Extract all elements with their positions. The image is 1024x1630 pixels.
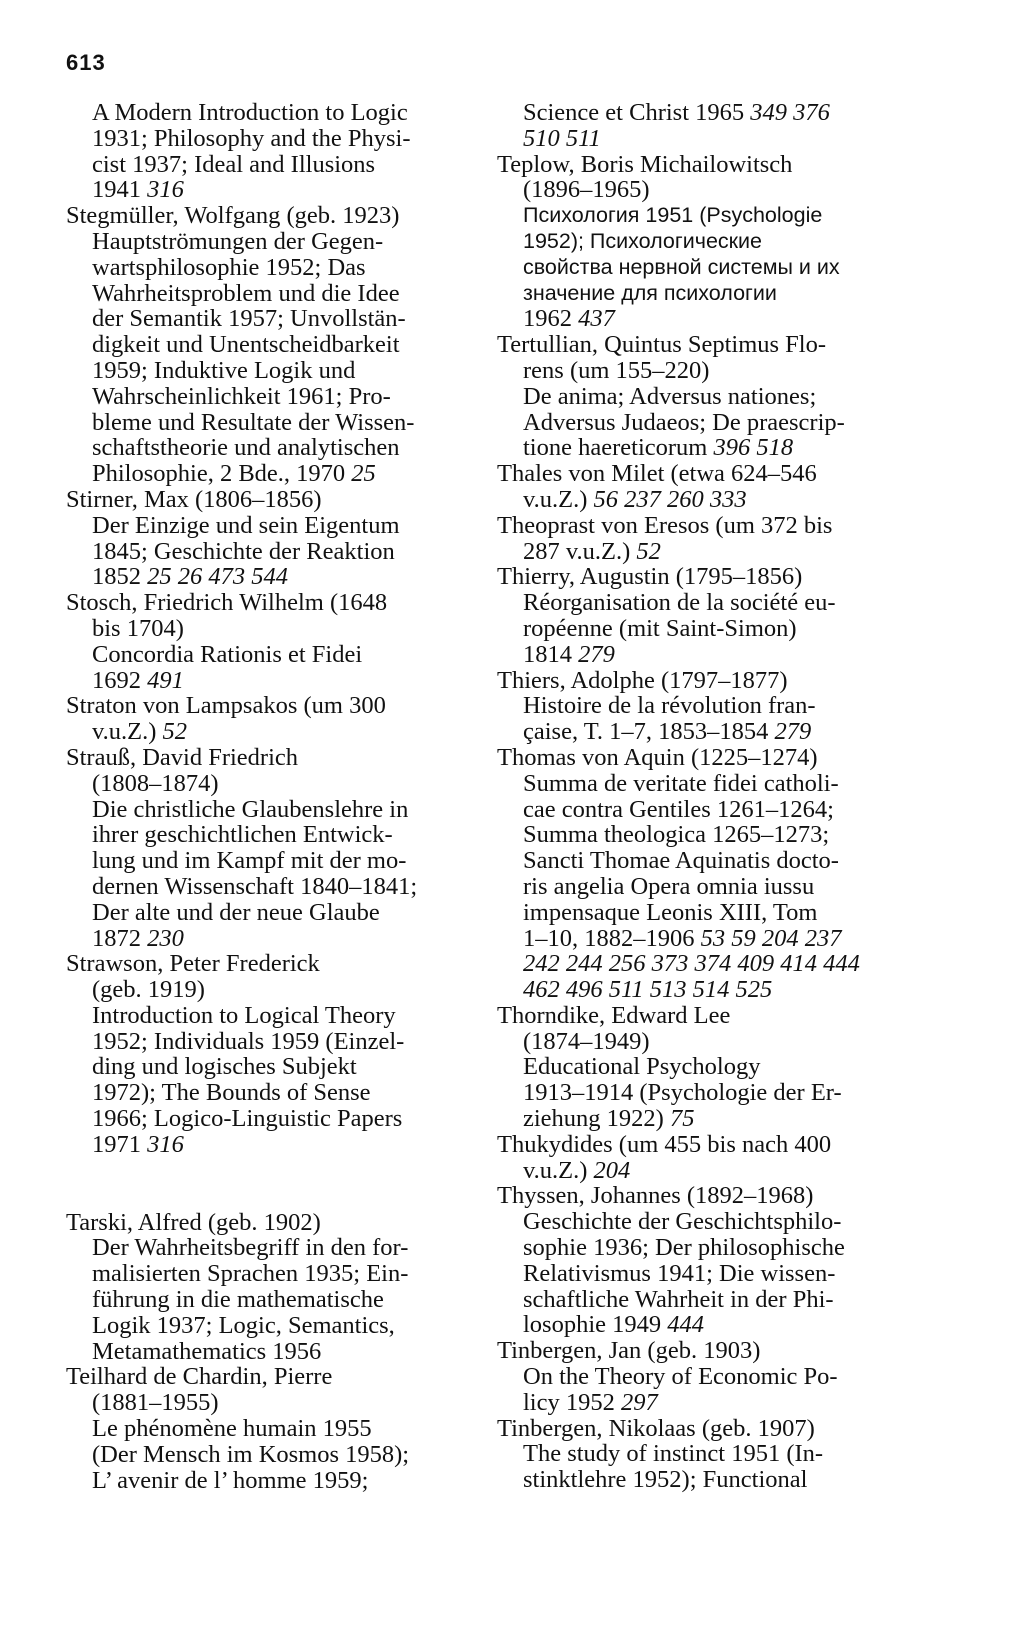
- entry-text: 1–10, 1882–1906: [523, 924, 695, 952]
- entry-line: [497, 771, 937, 797]
- entry-text: Stosch, Friedrich Wilhelm (1648: [66, 589, 388, 617]
- page-references: 52: [162, 718, 188, 746]
- entry-text: Strawson, Peter Frederick: [66, 950, 320, 978]
- entry-line: [497, 100, 937, 126]
- entry-text: (1896–1965): [523, 176, 650, 204]
- entry-line: [66, 461, 486, 487]
- entry-text: Concordia Rationis et Fidei: [92, 640, 363, 668]
- entry-line: [497, 306, 937, 332]
- entry-heading: [497, 668, 937, 694]
- entry-heading: [66, 1364, 486, 1390]
- entry-text: значение для психологии: [523, 280, 777, 305]
- entry-text: wartsphilosophie 1952; Das: [92, 253, 366, 281]
- entry-line: [66, 977, 486, 1003]
- entry-line: [497, 1467, 937, 1493]
- entry-line: [66, 229, 486, 255]
- entry-line: [66, 1287, 486, 1313]
- entry-text: cae contra Gentiles 1261–1264;: [523, 795, 834, 823]
- entry-text: ris angelia Opera omnia iussu: [523, 872, 815, 900]
- entry-text: Stirner, Max (1806–1856): [66, 485, 322, 513]
- entry-text: v.u.Z.): [92, 718, 157, 746]
- entry-line: [66, 1313, 486, 1339]
- entry-line: [497, 1441, 937, 1467]
- entry-line: [497, 1287, 937, 1313]
- section-gap: [66, 1158, 486, 1210]
- entry-text: Der Einzige und sein Eigentum: [92, 511, 400, 539]
- entry-text: 287 v.u.Z.): [523, 537, 631, 565]
- page-references: 279: [578, 640, 615, 668]
- entry-line: [497, 358, 937, 384]
- entry-text: Wahrheitsproblem und die Idee: [92, 279, 400, 307]
- entry-text: (1874–1949): [523, 1027, 650, 1055]
- entry-line: [497, 951, 937, 977]
- entry-heading: [66, 1210, 486, 1236]
- page-references: 349 376: [750, 99, 830, 126]
- entry-line: [497, 255, 937, 281]
- page-references: 25 26 473 544: [147, 563, 288, 591]
- entry-line: [66, 668, 486, 694]
- entry-text: 1952); Психологические: [523, 228, 763, 253]
- entry-text: Tertullian, Quintus Septimus Flo-: [497, 331, 827, 359]
- entry-line: [66, 642, 486, 668]
- entry-text: malisierten Sprachen 1935; Ein-: [92, 1260, 409, 1288]
- page-references: 462 496 511 513 514 525: [523, 976, 773, 1004]
- entry-text: schaftstheorie und analytischen: [92, 434, 400, 462]
- index-entry: [66, 100, 486, 203]
- entry-text: 1959; Induktive Logik und: [92, 356, 356, 384]
- entry-line: [497, 926, 937, 952]
- entry-line: [497, 1209, 937, 1235]
- entry-text: Thiers, Adolphe (1797–1877): [497, 666, 788, 694]
- entry-text: Tinbergen, Nikolaas (geb. 1907): [497, 1414, 815, 1442]
- entry-text: impensaque Leonis XIII, Tom: [523, 898, 818, 926]
- entry-line: [66, 177, 486, 203]
- entry-text: bleme und Resultate der Wissen-: [92, 408, 415, 436]
- entry-text: Theoprast von Eresos (um 372 bis: [497, 511, 833, 539]
- index-column-right: [497, 100, 937, 1493]
- entry-line: [66, 384, 486, 410]
- entry-heading: [66, 745, 486, 771]
- entry-text: digkeit und Unentscheidbarkeit: [92, 331, 400, 359]
- entry-text: lung und im Kampf mit der mo-: [92, 847, 407, 875]
- entry-line: [66, 1235, 486, 1261]
- entry-line: [66, 1106, 486, 1132]
- page-references: 279: [774, 718, 812, 746]
- entry-heading: [497, 1416, 937, 1442]
- index-entry: [66, 203, 486, 487]
- index-entry: [497, 100, 937, 152]
- entry-line: [497, 384, 937, 410]
- entry-text: Introduction to Logical Theory: [92, 1001, 396, 1029]
- page-references: 52: [636, 537, 661, 565]
- entry-text: (1808–1874): [92, 769, 219, 797]
- entry-line: [497, 410, 937, 436]
- entry-text: Metamathematics 1956: [92, 1337, 322, 1365]
- entry-line: [66, 616, 486, 642]
- entry-line: [497, 822, 937, 848]
- entry-line: [66, 1339, 486, 1365]
- entry-text: ziehung 1922): [523, 1105, 664, 1133]
- entry-line: [66, 822, 486, 848]
- page-references: 316: [147, 176, 184, 204]
- entry-text: L’ avenir de l’ homme 1959;: [92, 1466, 369, 1494]
- entry-line: [497, 590, 937, 616]
- entry-line: [497, 539, 937, 565]
- page-number: 613: [66, 50, 106, 75]
- entry-line: [66, 281, 486, 307]
- page-references: 25: [351, 460, 376, 488]
- entry-text: Relativismus 1941; Die wissen-: [523, 1259, 836, 1287]
- entry-text: 1872: [92, 924, 141, 952]
- entry-text: tione haereticorum: [523, 434, 708, 462]
- entry-text: Thukydides (um 455 bis nach 400: [497, 1130, 832, 1158]
- index-entry: [497, 564, 937, 667]
- index-entry: [497, 1003, 937, 1132]
- index-entry: [497, 461, 937, 513]
- entry-text: Психология 1951 (Psychologie: [523, 203, 823, 228]
- entry-text: führung in die mathematische: [92, 1286, 384, 1314]
- page-references: 204: [593, 1156, 631, 1184]
- entry-text: 1845; Geschichte der Reaktion: [92, 537, 395, 565]
- index-entry: [497, 1416, 937, 1493]
- entry-line: [497, 1054, 937, 1080]
- entry-text: Stegmüller, Wolfgang (geb. 1923): [66, 202, 400, 230]
- entry-text: Strauß, David Friedrich: [66, 743, 299, 771]
- entry-text: Educational Psychology: [523, 1053, 761, 1081]
- entry-text: Le phénomène humain 1955: [92, 1415, 372, 1443]
- index-entry: [66, 487, 486, 590]
- entry-line: [66, 564, 486, 590]
- index-entry: [66, 1210, 486, 1365]
- page-references: 510 511: [523, 124, 601, 152]
- entry-line: [497, 1235, 937, 1261]
- entry-heading: [66, 951, 486, 977]
- entry-text: Summa de veritate fidei catholi-: [523, 769, 839, 797]
- page-references: 56 237 260 333: [593, 485, 747, 513]
- entry-text: ding und logisches Subjekt: [92, 1053, 357, 1081]
- entry-text: Geschichte der Geschichtsphilo-: [523, 1208, 842, 1236]
- entry-text: Adversus Judaeos; De praescrip-: [523, 408, 845, 436]
- entry-text: (Der Mensch im Kosmos 1958);: [92, 1440, 410, 1468]
- entry-heading: [66, 693, 486, 719]
- entry-line: [66, 926, 486, 952]
- entry-line: [497, 126, 937, 152]
- page-references: 491: [147, 666, 184, 694]
- entry-text: stinktlehre 1952); Functional: [523, 1466, 808, 1494]
- index-entry: [497, 668, 937, 745]
- page-references: 437: [578, 305, 615, 333]
- entry-line: [497, 1390, 937, 1416]
- entry-line: [497, 1364, 937, 1390]
- entry-heading: [497, 513, 937, 539]
- index-entry: [497, 745, 937, 1003]
- entry-line: [497, 177, 937, 203]
- entry-line: [66, 1442, 486, 1468]
- entry-text: De anima; Adversus nationes;: [523, 382, 817, 410]
- entry-text: Summa theologica 1265–1273;: [523, 821, 830, 849]
- entry-heading: [497, 1183, 937, 1209]
- page-references: 53 59 204 237: [700, 924, 842, 952]
- index-entry: [66, 693, 486, 745]
- entry-text: свойства нервной системы и их: [523, 254, 840, 279]
- entry-line: [66, 255, 486, 281]
- entry-line: [497, 719, 937, 745]
- index-entry: [497, 513, 937, 565]
- entry-heading: [66, 487, 486, 513]
- entry-line: [66, 358, 486, 384]
- index-entry: [66, 745, 486, 951]
- page-references: 230: [147, 924, 184, 952]
- entry-text: Tinbergen, Jan (geb. 1903): [497, 1337, 761, 1365]
- entry-line: [497, 848, 937, 874]
- entry-text: der Semantik 1957; Unvollstän-: [92, 305, 406, 333]
- entry-line: [497, 203, 937, 229]
- index-entry: [66, 951, 486, 1157]
- entry-line: [66, 435, 486, 461]
- entry-line: [497, 1312, 937, 1338]
- entry-text: Teplow, Boris Michailowitsch: [497, 150, 793, 178]
- entry-line: [66, 848, 486, 874]
- entry-text: (geb. 1919): [92, 976, 205, 1004]
- page-references: 297: [621, 1388, 658, 1416]
- entry-text: 1692: [92, 666, 141, 694]
- entry-text: Thales von Milet (etwa 624–546: [497, 460, 817, 488]
- entry-text: 1962: [523, 305, 572, 333]
- entry-line: [497, 281, 937, 307]
- entry-text: 1941: [92, 176, 141, 204]
- entry-text: Thyssen, Johannes (1892–1968): [497, 1182, 814, 1210]
- index-entry: [497, 1338, 937, 1415]
- entry-line: [66, 1468, 486, 1494]
- entry-line: [66, 1029, 486, 1055]
- entry-text: Wahrscheinlichkeit 1961; Pro-: [92, 382, 391, 410]
- entry-heading: [66, 203, 486, 229]
- entry-text: 1971: [92, 1130, 141, 1158]
- entry-text: Réorganisation de la société eu-: [523, 589, 836, 617]
- index-entry: [66, 590, 486, 693]
- entry-line: [66, 126, 486, 152]
- entry-text: Hauptströmungen der Gegen-: [92, 227, 384, 255]
- entry-text: bis 1704): [92, 614, 184, 642]
- entry-line: [497, 229, 937, 255]
- entry-line: [66, 513, 486, 539]
- entry-line: [66, 1080, 486, 1106]
- entry-line: [66, 1132, 486, 1158]
- entry-text: rens (um 155–220): [523, 356, 710, 384]
- entry-text: 1931; Philosophy and the Physi-: [92, 124, 411, 152]
- entry-text: Straton von Lampsakos (um 300: [66, 692, 386, 720]
- entry-text: v.u.Z.): [523, 1156, 588, 1184]
- entry-line: [66, 1054, 486, 1080]
- entry-heading: [497, 745, 937, 771]
- entry-text: ihrer geschichtlichen Entwick-: [92, 821, 393, 849]
- index-entry: [66, 1364, 486, 1493]
- entry-text: Histoire de la révolution fran-: [523, 692, 816, 720]
- entry-text: sophie 1936; Der philosophische: [523, 1234, 845, 1262]
- entry-line: [66, 1390, 486, 1416]
- entry-text: Der Wahrheitsbegriff in den for-: [92, 1234, 409, 1262]
- entry-heading: [497, 461, 937, 487]
- entry-text: Thorndike, Edward Lee: [497, 1001, 731, 1029]
- index-entry: [497, 1183, 937, 1338]
- entry-line: [497, 435, 937, 461]
- entry-line: [66, 410, 486, 436]
- page-references: 316: [147, 1130, 184, 1158]
- entry-heading: [497, 332, 937, 358]
- entry-line: [497, 616, 937, 642]
- entry-line: [497, 1080, 937, 1106]
- entry-text: Science et Christ 1965: [523, 99, 745, 126]
- entry-line: [66, 797, 486, 823]
- entry-line: [66, 771, 486, 797]
- entry-line: [497, 487, 937, 513]
- page-references: 242 244 256 373 374 409 414 444: [523, 950, 860, 978]
- entry-line: [66, 332, 486, 358]
- entry-text: schaftliche Wahrheit in der Phi-: [523, 1285, 834, 1313]
- index-entry: [497, 1132, 937, 1184]
- entry-line: [497, 642, 937, 668]
- entry-text: 1913–1914 (Psychologie der Er-: [523, 1079, 842, 1107]
- entry-text: v.u.Z.): [523, 485, 588, 513]
- entry-text: Logik 1937; Logic, Semantics,: [92, 1311, 395, 1339]
- entry-text: Die christliche Glaubenslehre in: [92, 795, 409, 823]
- entry-text: (1881–1955): [92, 1389, 219, 1417]
- entry-text: The study of instinct 1951 (In-: [523, 1440, 824, 1468]
- entry-line: [497, 693, 937, 719]
- entry-line: [497, 1029, 937, 1055]
- entry-heading: [66, 590, 486, 616]
- entry-line: [66, 1003, 486, 1029]
- entry-line: [66, 539, 486, 565]
- entry-text: licy 1952: [523, 1388, 615, 1416]
- entry-text: Sancti Thomae Aquinatis docto-: [523, 847, 839, 875]
- page-references: 396 518: [713, 434, 794, 462]
- entry-text: 1966; Logico-Linguistic Papers: [92, 1105, 403, 1133]
- entry-text: çaise, T. 1–7, 1853–1854: [523, 718, 769, 746]
- entry-text: A Modern Introduction to Logic: [92, 99, 408, 126]
- entry-line: [497, 1106, 937, 1132]
- entry-text: 1814: [523, 640, 572, 668]
- entry-text: Der alte und der neue Glaube: [92, 898, 380, 926]
- entry-text: losophie 1949: [523, 1311, 662, 1339]
- entry-line: [497, 1158, 937, 1184]
- entry-text: Thomas von Aquin (1225–1274): [497, 743, 818, 771]
- entry-text: dernen Wissenschaft 1840–1841;: [92, 872, 418, 900]
- entry-text: ropéenne (mit Saint-Simon): [523, 614, 797, 642]
- entry-heading: [497, 1338, 937, 1364]
- entry-line: [66, 152, 486, 178]
- entry-text: 1952; Individuals 1959 (Einzel-: [92, 1027, 405, 1055]
- entry-line: [66, 306, 486, 332]
- entry-line: [497, 797, 937, 823]
- entry-line: [66, 874, 486, 900]
- entry-text: Tarski, Alfred (geb. 1902): [66, 1208, 321, 1236]
- entry-text: Philosophie, 2 Bde., 1970: [92, 460, 346, 488]
- index-entry: [497, 152, 937, 333]
- entry-text: Teilhard de Chardin, Pierre: [66, 1363, 333, 1391]
- index-column-left: [66, 100, 486, 1493]
- page-references: 444: [667, 1311, 705, 1339]
- entry-text: Thierry, Augustin (1795–1856): [497, 563, 803, 591]
- entry-line: [497, 874, 937, 900]
- entry-heading: [497, 1132, 937, 1158]
- entry-text: On the Theory of Economic Po-: [523, 1363, 838, 1391]
- page-references: 75: [669, 1105, 695, 1133]
- entry-line: [497, 900, 937, 926]
- entry-line: [66, 719, 486, 745]
- entry-line: [66, 1261, 486, 1287]
- entry-text: 1972); The Bounds of Sense: [92, 1079, 371, 1107]
- entry-line: [497, 1261, 937, 1287]
- entry-heading: [497, 1003, 937, 1029]
- entry-line: [66, 1416, 486, 1442]
- entry-heading: [497, 564, 937, 590]
- entry-line: [66, 900, 486, 926]
- entry-line: [66, 100, 486, 126]
- entry-text: cist 1937; Ideal and Illusions: [92, 150, 376, 178]
- entry-heading: [497, 152, 937, 178]
- entry-text: 1852: [92, 563, 141, 591]
- index-entry: [497, 332, 937, 461]
- entry-line: [497, 977, 937, 1003]
